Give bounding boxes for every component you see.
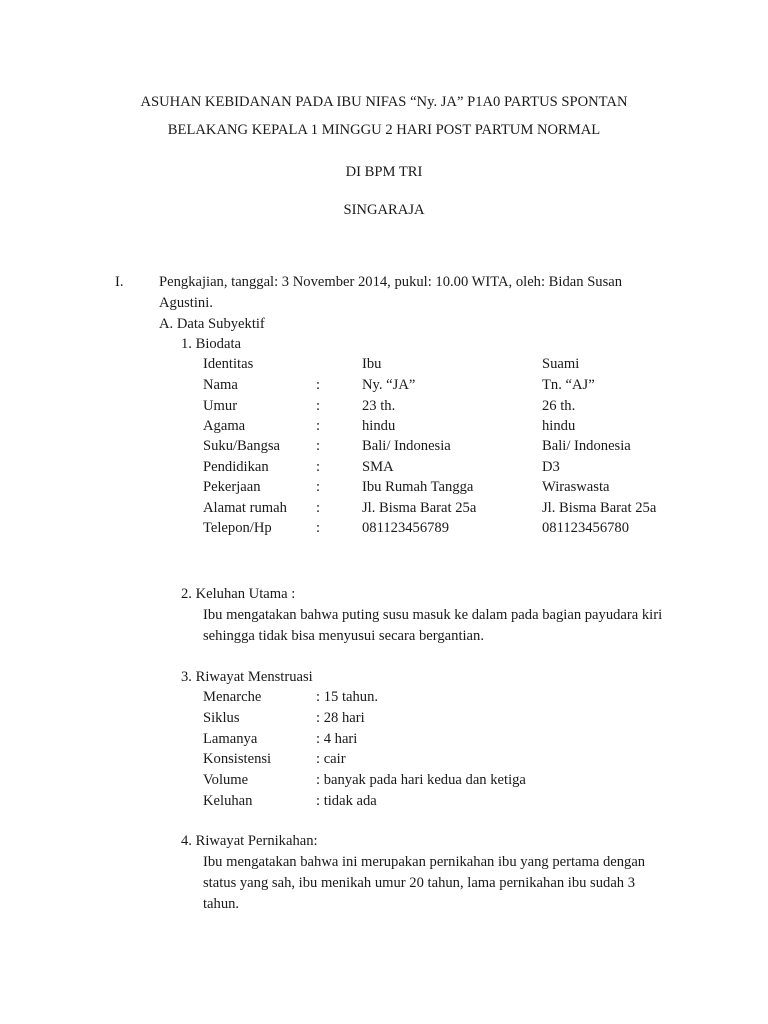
chief-complaint-line-2: sehingga tidak bisa menyusui secara bergantian. — [203, 628, 484, 644]
biodata-header-ibu: Ibu — [362, 356, 382, 372]
biodata-label: Nama — [203, 377, 238, 393]
biodata-header-suami: Suami — [542, 356, 580, 372]
biodata-ibu-value: Ny. “JA” — [362, 377, 416, 393]
chief-complaint-line-1: Ibu mengatakan bahwa puting susu masuk ke dalam pada bagian payudara kiri — [203, 607, 663, 623]
menstrual-value: : 4 hari — [316, 731, 358, 747]
menstrual-label: Konsistensi — [203, 751, 272, 767]
biodata-ibu-value: 23 th. — [362, 398, 396, 414]
menstrual-value: : 15 tahun. — [316, 689, 379, 705]
title-line-4: SINGARAJA — [343, 202, 425, 218]
marriage-history-line-1: Ibu mengatakan bahwa ini merupakan pernikahan ibu yang pertama dengan — [203, 854, 646, 870]
title-line-3: DI BPM TRI — [345, 164, 423, 180]
biodata-suami-value: Bali/ Indonesia — [542, 438, 631, 454]
biodata-suami-value: 081123456780 — [542, 520, 630, 536]
menstrual-label: Volume — [203, 772, 249, 788]
biodata-ibu-value: Bali/ Indonesia — [362, 438, 451, 454]
biodata-label: Suku/Bangsa — [203, 438, 281, 454]
marriage-history-line-3: tahun. — [203, 896, 240, 912]
biodata-ibu-value: 081123456789 — [362, 520, 450, 536]
menstrual-label: Menarche — [203, 689, 262, 705]
menstrual-value: : 28 hari — [316, 710, 365, 726]
menstrual-label: Lamanya — [203, 731, 258, 747]
biodata-suami-value: Tn. “AJ” — [542, 377, 595, 393]
biodata-label: Umur — [203, 398, 238, 414]
menstrual-history-heading: 3. Riwayat Menstruasi — [181, 669, 313, 685]
assessment-line-2: Agustini. — [159, 295, 213, 311]
biodata-label: Pekerjaan — [203, 479, 261, 495]
biodata-ibu-value: Jl. Bisma Barat 25a — [362, 500, 477, 516]
menstrual-label: Siklus — [203, 710, 240, 726]
biodata-sep: : — [316, 500, 321, 516]
biodata-sep: : — [316, 418, 321, 434]
biodata-suami-value: 26 th. — [542, 398, 576, 414]
title-line-1: ASUHAN KEBIDANAN PADA IBU NIFAS “Ny. JA” P1A0 PARTUS SPONTAN — [140, 94, 628, 110]
biodata-suami-value: hindu — [542, 418, 576, 434]
biodata-heading: 1. Biodata — [181, 336, 241, 352]
biodata-sep: : — [316, 459, 321, 475]
biodata-suami-value: Jl. Bisma Barat 25a — [542, 500, 657, 516]
title-line-2: BELAKANG KEPALA 1 MINGGU 2 HARI POST PARTUM NORMAL — [167, 122, 601, 138]
biodata-label: Agama — [203, 418, 246, 434]
biodata-ibu-value: SMA — [362, 459, 394, 475]
biodata-sep: : — [316, 520, 321, 536]
biodata-sep: : — [316, 398, 321, 414]
biodata-suami-value: Wiraswasta — [542, 479, 610, 495]
biodata-ibu-value: hindu — [362, 418, 396, 434]
marriage-history-heading: 4. Riwayat Pernikahan: — [181, 833, 318, 849]
biodata-label: Telepon/Hp — [203, 520, 272, 536]
biodata-suami-value: D3 — [542, 459, 560, 475]
biodata-sep: : — [316, 377, 321, 393]
subsection-a-heading: A. Data Subyektif — [159, 316, 265, 332]
biodata-ibu-value: Ibu Rumah Tangga — [362, 479, 474, 495]
biodata-header-label: Identitas — [203, 356, 254, 372]
biodata-sep: : — [316, 438, 321, 454]
biodata-sep: : — [316, 479, 321, 495]
menstrual-value: : banyak pada hari kedua dan ketiga — [316, 772, 526, 788]
section-number: I. — [115, 274, 124, 290]
menstrual-value: : cair — [316, 751, 346, 767]
biodata-label: Alamat rumah — [203, 500, 287, 516]
menstrual-label: Keluhan — [203, 793, 253, 809]
menstrual-value: : tidak ada — [316, 793, 377, 809]
chief-complaint-heading: 2. Keluhan Utama : — [181, 586, 296, 602]
biodata-label: Pendidikan — [203, 459, 269, 475]
marriage-history-line-2: status yang sah, ibu menikah umur 20 tahun, lama pernikahan ibu sudah 3 — [203, 875, 636, 891]
assessment-line-1: Pengkajian, tanggal: 3 November 2014, pukul: 10.00 WITA, oleh: Bidan Susan — [159, 274, 623, 290]
